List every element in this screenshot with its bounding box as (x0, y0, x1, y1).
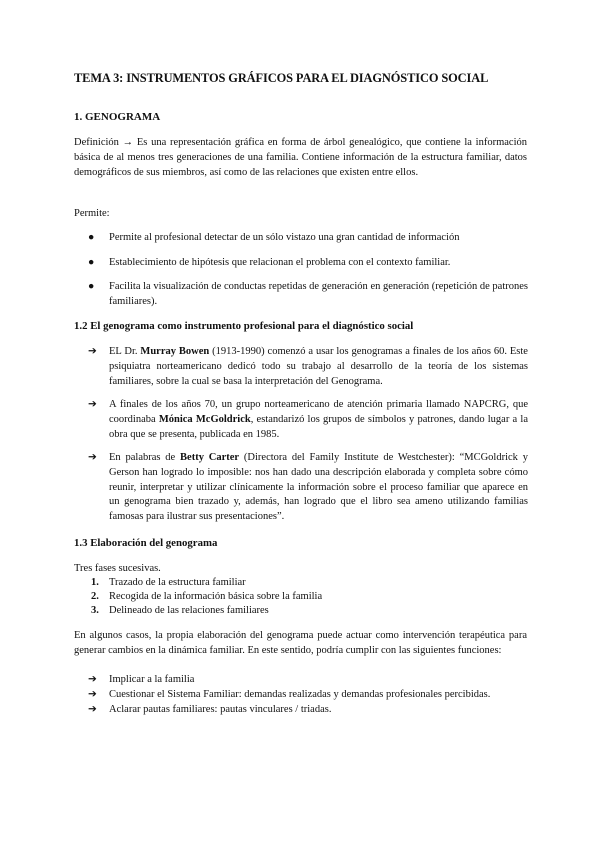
bullet-text: Facilita la visualización de conductas repetidas de generación en generación (repetición de patrones familiares). (109, 281, 528, 307)
section-heading-elaboracion: 1.3 Elaboración del genograma (74, 537, 218, 549)
arrow-icon: ➔ (88, 399, 97, 410)
bullet-marker: ● (88, 281, 95, 292)
phases-intro: Tres fases sucesivas. (74, 563, 161, 574)
arrow-icon: ➔ (88, 689, 97, 700)
list-number: 1. (91, 577, 99, 588)
page-title: TEMA 3: INSTRUMENTOS GRÁFICOS PARA EL DIAGNÓSTICO SOCIAL (74, 71, 489, 85)
arrow-item-text: Aclarar pautas familiares: pautas vinculares / triadas. (109, 704, 332, 715)
definition-paragraph: Definición → Es una representación gráfica en forma de árbol genealógico, que contiene la información básica de al menos tres generaciones de una familia. Contiene información de la estructura familiar, datos demográficos de sus miembros, así como de las relaciones que existen entre ellos. (74, 137, 527, 178)
permite-label: Permite: (74, 208, 110, 219)
intervention-paragraph: En algunos casos, la propia elaboración del genograma puede actuar como intervención terapéutica para generar cambios en la dinámica familiar. En este sentido, podría cumplir con las siguientes funciones: (74, 630, 527, 656)
arrow-item-text: Implicar a la familia (109, 674, 195, 685)
arrow-icon: ➔ (88, 346, 97, 357)
list-text: Trazado de la estructura familiar (109, 577, 246, 588)
section-heading-genograma: 1. GENOGRAMA (74, 111, 161, 123)
list-text: Delineado de las relaciones familiares (109, 605, 269, 616)
arrow-icon: ➔ (88, 452, 97, 463)
arrow-item-text: A finales de los años 70, un grupo norteamericano de atención primaria llamado NAPCRG, que coordinaba Mónica McGoldrick, estandarizó los grupos de símbolos y patrones, dando lugar a la obra que se presenta, publicada en 1985. (109, 399, 528, 440)
list-text: Recogida de la información básica sobre la familia (109, 591, 323, 602)
arrow-icon: ➔ (88, 674, 97, 685)
bullet-text: Establecimiento de hipótesis que relacionan el problema con el contexto familiar. (109, 257, 451, 268)
list-number: 2. (91, 591, 99, 602)
bullet-marker: ● (88, 232, 95, 243)
arrow-icon: ➔ (88, 704, 97, 715)
arrow-item-text: Cuestionar el Sistema Familiar: demandas realizadas y demandas profesionales percibidas. (109, 689, 491, 700)
list-number: 3. (91, 605, 99, 616)
arrow-item-text: En palabras de Betty Carter (Directora del Family Institute de Westchester): “MCGoldrick y Gerson han logrado lo imposible: nos han dado una descripción elaborada y completa sobre cómo reunir, interpretar y utilizar clínicamente la información sobre el proceso familiar que aparece en un genograma bien trazado y, además, han logrado que el libro sea ameno utilizando familias famosas para ilustrar sus presentaciones”. (109, 452, 529, 523)
bullet-marker: ● (88, 257, 95, 268)
section-heading-instrumento: 1.2 El genograma como instrumento profesional para el diagnóstico social (74, 320, 414, 332)
bullet-text: Permite al profesional detectar de un sólo vistazo una gran cantidad de información (109, 232, 460, 243)
arrow-item-text: EL Dr. Murray Bowen (1913-1990) comenzó a usar los genogramas a finales de los años 60. Este psiquiatra norteamericano dedicó todo su trabajo al desarrollo de la teoría de los sistemas familiares, sobre la cual se basa la interpretación del Genograma. (109, 346, 528, 387)
